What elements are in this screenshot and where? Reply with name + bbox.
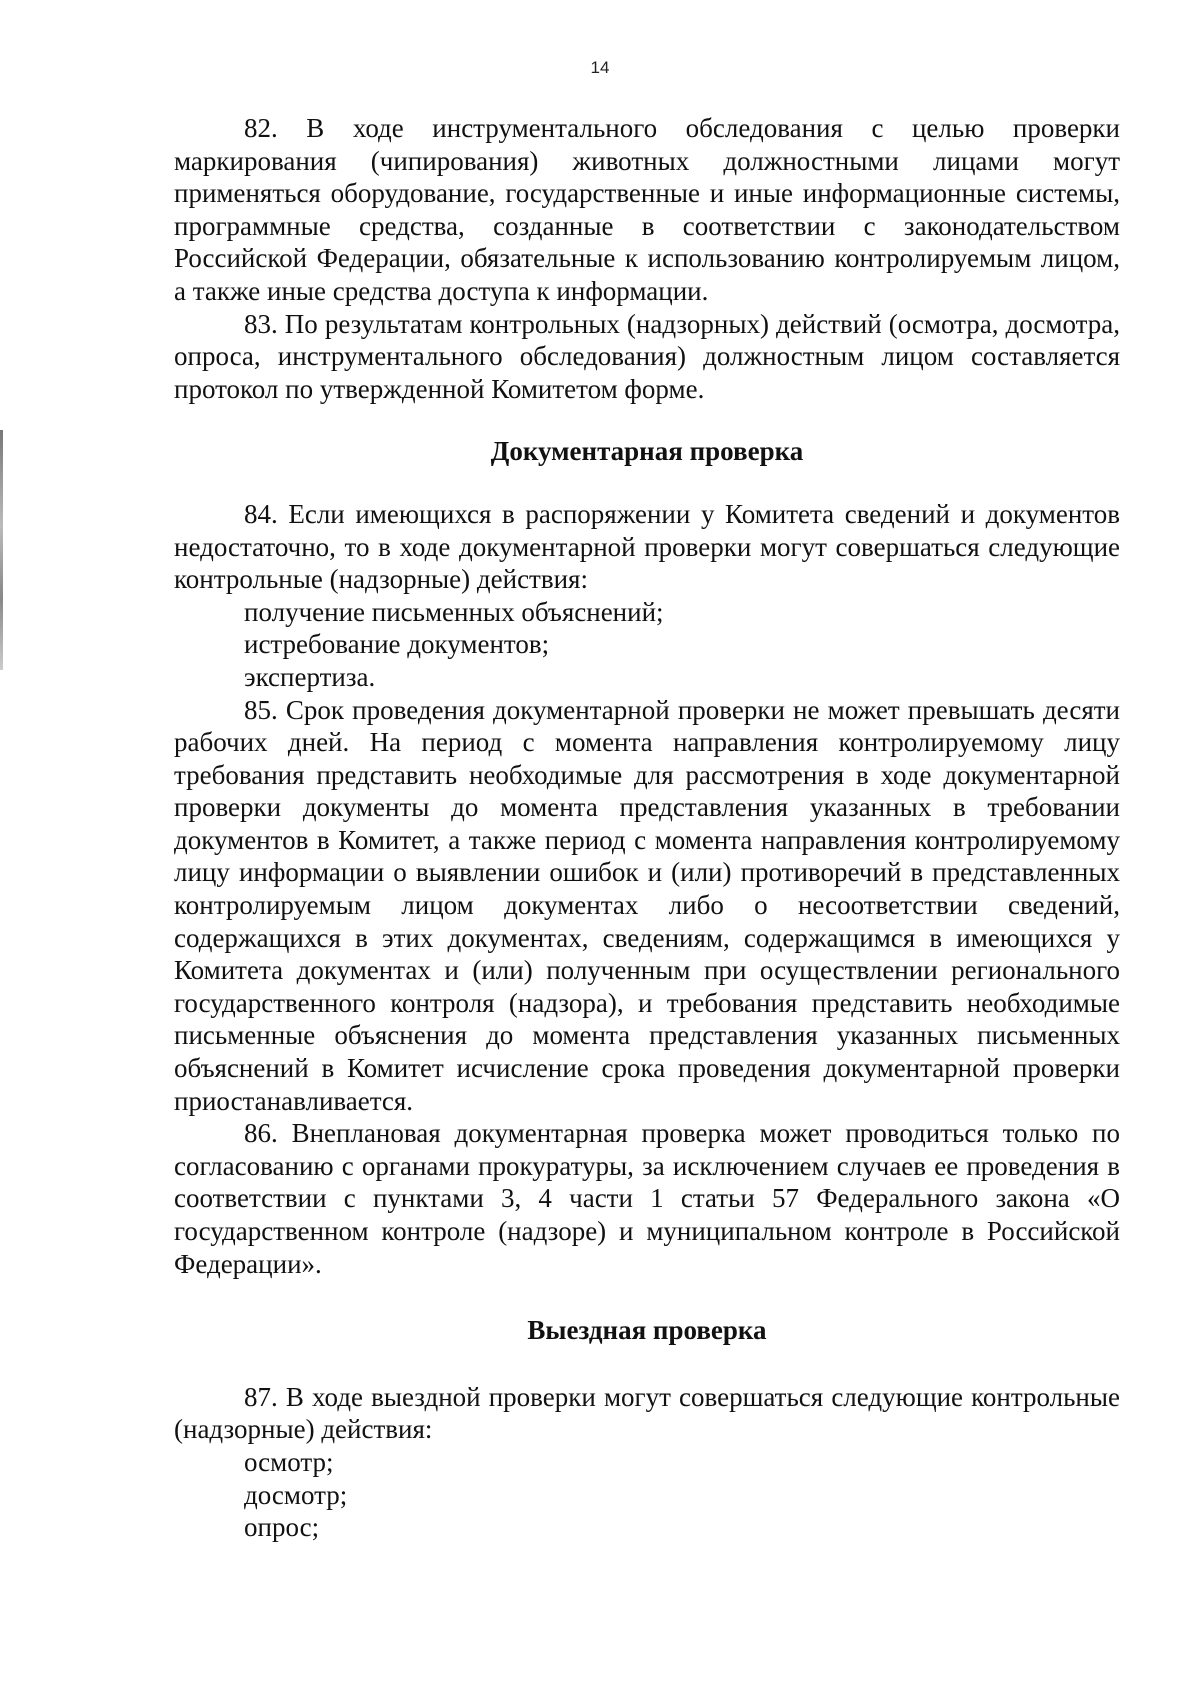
paragraph-82: 82. В ходе инструментального обследования с целью проверки маркирования (чипирования) животных должностными лицами могут применяться оборудование, государственные и иные информационные системы, программные средства, созданные в соответствии с законодательством Российской Федерации, обязательные к использованию контролируемым лицом, а также иные средства доступа к информации. bbox=[174, 113, 1120, 306]
field-action-item: осмотр; bbox=[244, 1446, 334, 1477]
paragraph-86: 86. Внеплановая документарная проверка может проводиться только по согласованию с органами прокуратуры, за исключением случаев ее проведения в соответствии с пунктами 3, 4 части 1 статьи 57 Федерального закона «О государственном контроле (надзоре) и муниципальном контроле в Российской Федерации». bbox=[174, 1118, 1120, 1279]
scan-edge-artifact bbox=[0, 430, 3, 670]
page-number: 14 bbox=[590, 58, 610, 77]
document-body bbox=[174, 112, 1120, 1544]
paragraph-84: 84. Если имеющихся в распоряжении у Комитета сведений и документов недостаточно, то в ходе документарной проверки могут совершаться следующие контрольные (надзорные) действия: bbox=[174, 498, 1120, 595]
field-action-item: досмотр; bbox=[244, 1479, 348, 1510]
documentary-action-item: истребование документов; bbox=[244, 629, 550, 660]
documentary-action-item: получение письменных объяснений; bbox=[244, 596, 664, 627]
field-action-item: опрос; bbox=[244, 1512, 320, 1543]
paragraph-87: 87. В ходе выездной проверки могут совершаться следующие контрольные (надзорные) действия: bbox=[174, 1381, 1120, 1445]
paragraph-85: 85. Срок проведения документарной проверки не может превышать десяти рабочих дней. На период с момента направления контролируемому лицу требования представить необходимые для рассмотрения в ходе документарной проверки документы до момента представления указанных в требовании документов в Комитет, а также период с момента направления контролируемому лицу информации о выявлении ошибок и (или) противоречий в представленных контролируемым лицом документах либо о несоответствии сведений, содержащихся в этих документах, сведениям, содержащимся в имеющихся у Комитета документах и (или) полученным при осуществлении регионального государственного контроля (надзора), и требования представить необходимые письменные объяснения до момента представления указанных письменных объяснений в Комитет исчисление срока проведения документарной проверки приостанавливается. bbox=[174, 694, 1120, 1116]
documentary-action-item: экспертиза. bbox=[244, 661, 376, 692]
heading-field-check: Выездная проверка bbox=[527, 1315, 767, 1346]
paragraph-83: 83. По результатам контрольных (надзорных) действий (осмотра, досмотра, опроса, инструментального обследования) должностным лицом составляется протокол по утвержденной Комитетом форме. bbox=[174, 308, 1120, 404]
heading-documentary-check: Документарная проверка bbox=[490, 436, 804, 467]
